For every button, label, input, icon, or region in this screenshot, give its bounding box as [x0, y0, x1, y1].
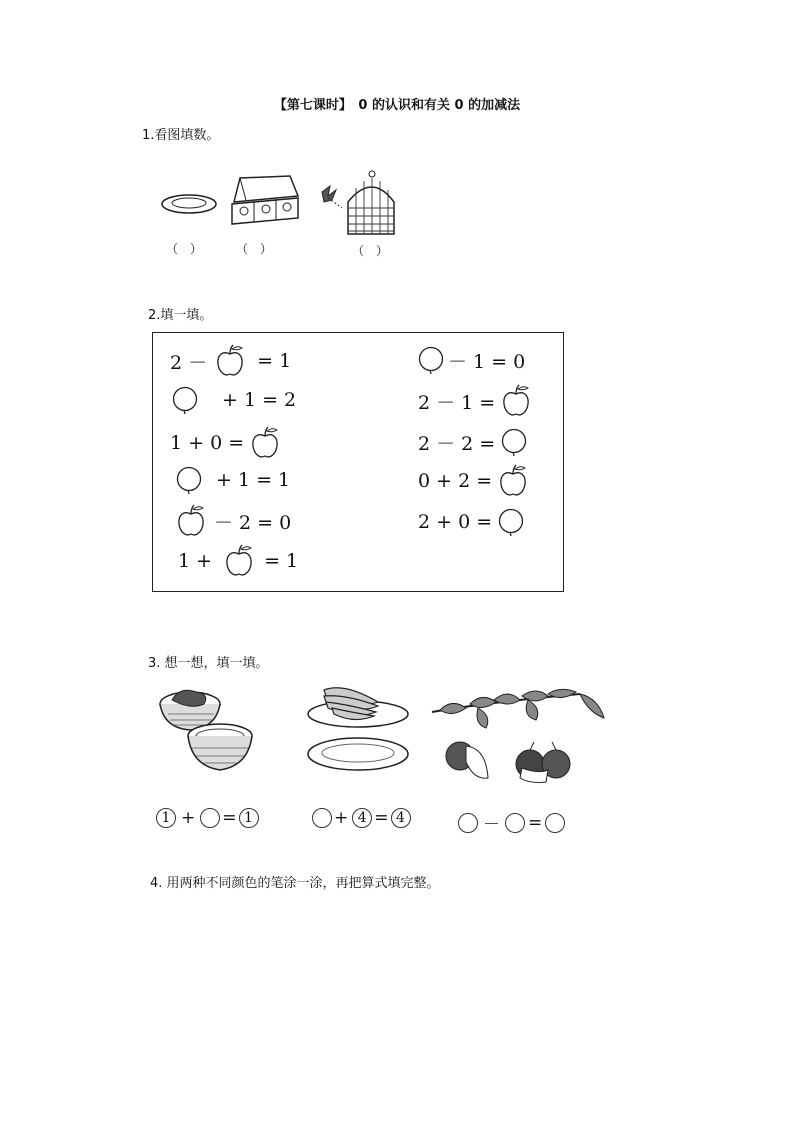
blank-circle-icon[interactable] — [498, 508, 524, 536]
blank-circle-icon[interactable] — [176, 466, 202, 494]
page-title: 【第七课时】 0 的认识和有关 0 的加减法 — [273, 98, 521, 113]
baskets-illustration — [156, 684, 256, 776]
blank-circle[interactable] — [200, 808, 220, 828]
equation-left-1: 2 － = 1 — [170, 344, 291, 378]
equation-left-5: － 2 = 0 — [176, 504, 291, 538]
apple-icon[interactable] — [501, 384, 531, 418]
question-1-label: 1.看图填数。 — [142, 128, 220, 143]
blank-circle[interactable] — [458, 813, 478, 833]
birdcage-icon — [318, 168, 396, 240]
blank-circle-icon[interactable] — [172, 386, 198, 414]
blank-circle[interactable] — [312, 808, 332, 828]
apple-icon[interactable] — [250, 426, 280, 460]
equation-right-5: 2 + 0 = — [418, 508, 524, 536]
equation-right-2: 2 － 1 = — [418, 384, 531, 418]
question-3-label: 3. 想一想，填一填。 — [148, 656, 269, 671]
plates-bananas-illustration — [304, 682, 412, 774]
blank-circle-icon[interactable] — [501, 428, 527, 456]
blank-circle-icon[interactable] — [418, 346, 444, 374]
answer-blank-plate[interactable]: （ ） — [166, 242, 203, 256]
answer-blank-cage[interactable]: （ ） — [352, 244, 389, 258]
apple-icon[interactable] — [224, 544, 254, 578]
equation-left-6: 1 + = 1 — [178, 544, 298, 578]
equation-right-4: 0 + 2 = — [418, 464, 528, 498]
egg-box-icon — [226, 174, 302, 232]
apple-icon[interactable] — [176, 504, 206, 538]
equation-left-3: 1 + 0 = — [170, 426, 280, 460]
equation-right-3: 2 － 2 = — [418, 428, 527, 456]
equation-baskets: 1 + = 1 — [156, 808, 259, 828]
equation-left-2: + 1 = 2 — [172, 386, 296, 414]
equation-left-4: + 1 = 1 — [176, 466, 290, 494]
question-2-label: 2.填一填。 — [148, 308, 213, 323]
question-4-label: 4. 用两种不同颜色的笔涂一涂，再把算式填完整。 — [150, 876, 440, 891]
equation-bananas: + 4 = 4 — [312, 808, 411, 828]
apple-icon[interactable] — [215, 344, 245, 378]
apples-branch-illustration — [430, 688, 610, 788]
apple-icon[interactable] — [498, 464, 528, 498]
blank-circle[interactable] — [545, 813, 565, 833]
answer-blank-eggs[interactable]: （ ） — [236, 242, 273, 256]
plate-icon — [160, 192, 218, 216]
equation-apples: － = — [458, 810, 565, 835]
blank-circle[interactable] — [505, 813, 525, 833]
equation-right-1: － 1 = 0 — [418, 346, 525, 374]
